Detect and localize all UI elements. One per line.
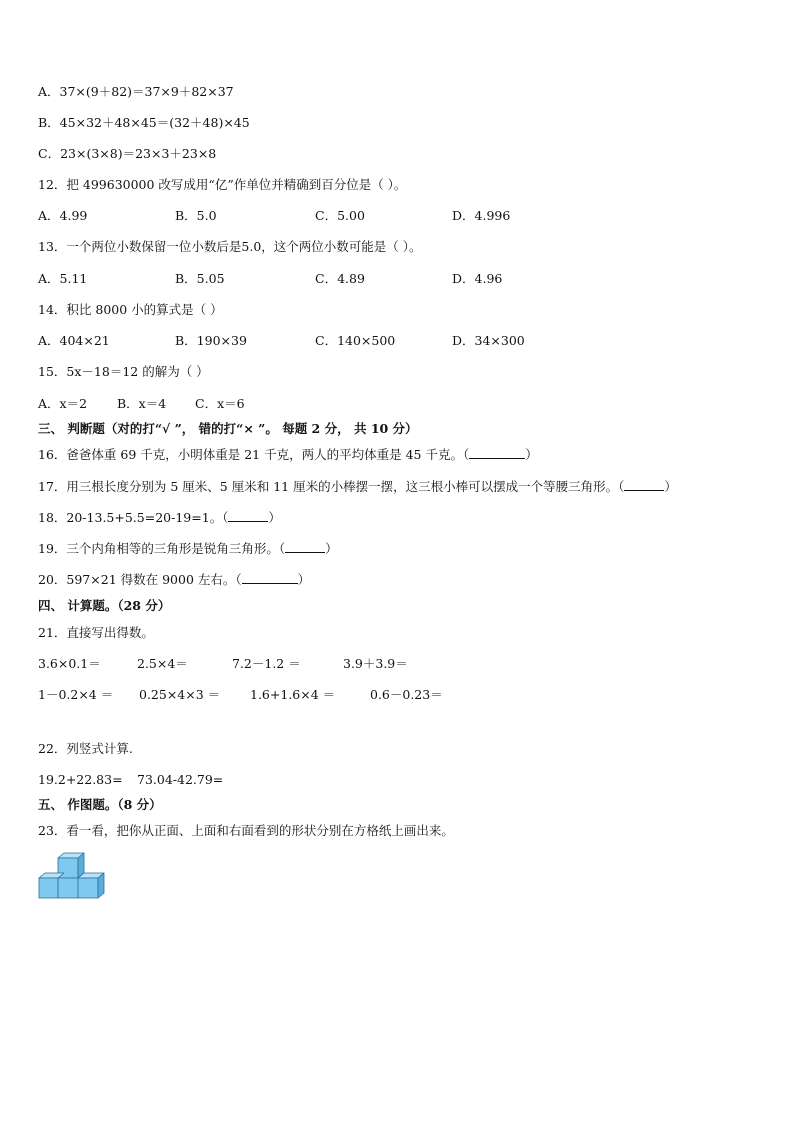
cube-stack-figure [38, 852, 108, 902]
q17-text: 17．用三根长度分别为 5 厘米、5 厘米和 11 厘米的小棒摆一摆，这三根小棒可以摆成一个等腰三角形。（ [38, 479, 625, 494]
q20-close: ） [297, 572, 311, 587]
q15-option-c: C．x＝6 [195, 396, 245, 411]
q19-text: 19．三个内角相等的三角形是锐角三角形。（ [38, 541, 286, 556]
q19-line [38, 541, 338, 557]
q15-option-a: A．x＝2 [38, 396, 88, 411]
q16-line [38, 447, 538, 463]
q12-text: 12．把 499630000 改写成用“亿”作单位并精确到百分位是（ ）。 [38, 177, 407, 192]
section-4-heading: 四、 计算题。（28 分） [38, 598, 171, 613]
cube-front-face [39, 878, 58, 898]
section-3-heading: 三、 判断题（对的打“√ ”， 错的打“× ”。 每题 2 分， 共 10 分） [38, 421, 418, 436]
q21-calc: 7.2－1.2 ＝ [232, 656, 301, 671]
q18-answer-blank[interactable] [228, 510, 268, 522]
q22-item: 19.2+22.83= [38, 772, 123, 787]
q18-close: ） [268, 510, 281, 525]
q13-option-d: D．4.96 [452, 271, 503, 286]
q21-calc: 1.6+1.6×4 ＝ [250, 687, 336, 702]
q12-option-d: D．4.996 [452, 208, 511, 223]
section-5-heading: 五、 作图题。（8 分） [38, 797, 162, 812]
q21-calc: 0.25×4×3 ＝ [139, 687, 221, 702]
q12-option-c: C．5.00 [315, 208, 365, 223]
q16-close: ） [525, 447, 538, 462]
q14-option-a: A．404×21 [38, 333, 110, 348]
q20-line [38, 572, 310, 588]
q17-close: ） [664, 479, 677, 494]
q13-option-a: A．5.11 [38, 271, 88, 286]
q14-text: 14．积比 8000 小的算式是（ ） [38, 302, 223, 317]
q21-calc: 1－0.2×4 ＝ [38, 687, 114, 702]
q21-calc: 0.6－0.23＝ [370, 687, 443, 702]
cube-front-face [78, 878, 98, 898]
q16-answer-blank[interactable] [469, 447, 525, 459]
q16-text: 16．爸爸体重 69 千克，小明体重是 21 千克，两人的平均体重是 45 千克。（ [38, 447, 470, 462]
q13-option-b: B．5.05 [175, 271, 225, 286]
q23-text: 23．看一看，把你从正面、上面和右面看到的形状分别在方格纸上画出来。 [38, 823, 454, 838]
q22-item: 73.04-42.79= [137, 772, 224, 787]
q14-option-d: D．34×300 [452, 333, 525, 348]
q20-answer-blank[interactable] [242, 572, 298, 584]
q21-text: 21．直接写出得数。 [38, 625, 154, 640]
q17-line [38, 479, 677, 495]
q21-calc: 3.9＋3.9＝ [343, 656, 408, 671]
q15-text: 15．5x－18＝12 的解为（ ） [38, 364, 209, 379]
q18-text: 18．20-13.5+5.5=20-19=1。（ [38, 510, 229, 525]
q21-calc: 3.6×0.1＝ [38, 656, 101, 671]
q18-line [38, 510, 281, 526]
q17-answer-blank[interactable] [624, 479, 664, 491]
q12-option-a: A．4.99 [38, 208, 88, 223]
q20-text: 20．597×21 得数在 9000 左右。（ [38, 572, 242, 587]
q15-option-b: B．x＝4 [117, 396, 167, 411]
q13-option-c: C．4.89 [315, 271, 365, 286]
q14-option-b: B．190×39 [175, 333, 247, 348]
q11-option-c: C．23×(3×8)＝23×3＋23×8 [38, 146, 217, 161]
q11-option-a: A．37×(9＋82)＝37×9＋82×37 [38, 84, 234, 99]
q14-option-c: C．140×500 [315, 333, 396, 348]
cube-front-face [58, 878, 78, 898]
q19-close: ） [325, 541, 338, 556]
q11-option-b: B．45×32＋48×45＝(32＋48)×45 [38, 115, 250, 130]
cube-side-face [98, 873, 104, 898]
q13-text: 13．一个两位小数保留一位小数后是5.0，这个两位小数可能是（ ）。 [38, 239, 422, 254]
q19-answer-blank[interactable] [285, 541, 325, 553]
q12-option-b: B．5.0 [175, 208, 217, 223]
q21-calc: 2.5×4＝ [137, 656, 188, 671]
q22-text: 22．列竖式计算. [38, 741, 133, 756]
